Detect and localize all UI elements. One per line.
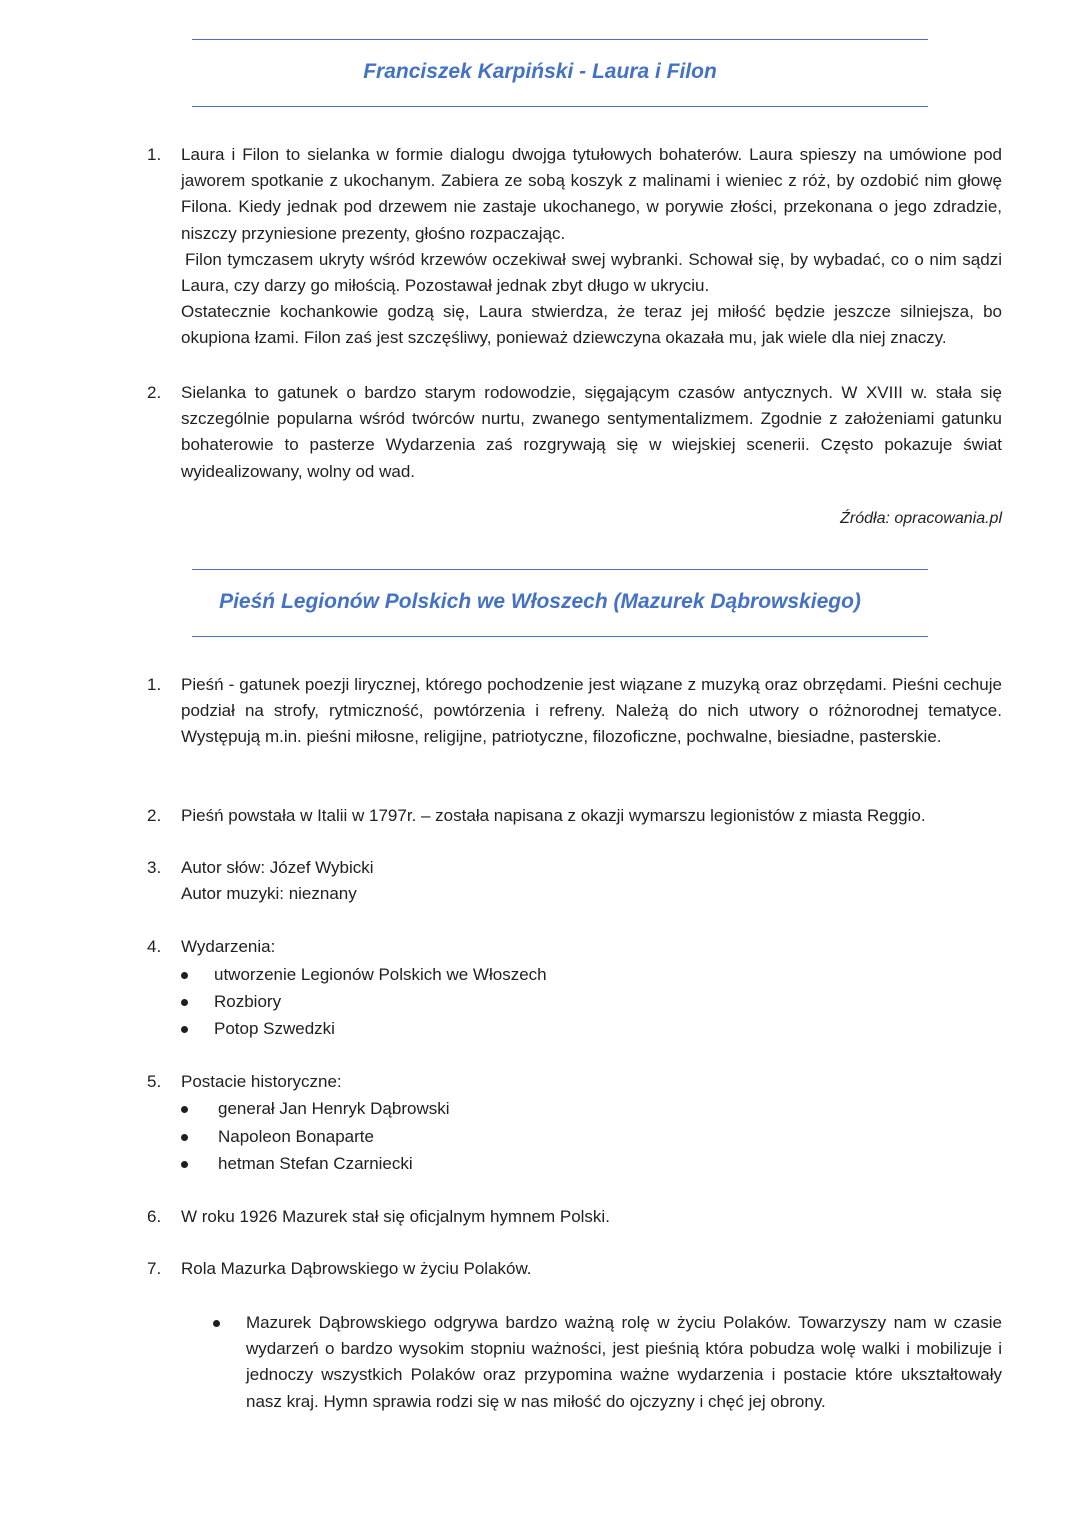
paragraph: Laura i Filon to sielanka w formie dialogu dwojga tytułowych bohaterów. Laura spieszy na umówione pod jaworem spotkanie z ukochanym. Zabiera ze sobą koszyk z malinami i wieniec z róż, by ozdobić nim głowę Filona. Kiedy jednak pod drzewem nie zastaje ukochanego, w porywie złości, przekonana o jego zdradzie, niszczy przyniesione prezenty, głośno rozpaczając. <box>181 145 1002 243</box>
list-item-text <box>181 142 1002 352</box>
paragraph: Filon tymczasem ukryty wśród krzewów oczekiwał swej wybranki. Schował się, by wybadać, co o nim sądzi Laura, czy darzy go miłością. Pozostawał jednak zbyt długo w ukryciu. <box>181 249 1002 296</box>
list-number: 4. <box>147 937 162 956</box>
list-number: 2. <box>147 383 162 402</box>
author-words: Autor słów: Józef Wybicki <box>181 858 374 877</box>
bullet-dot <box>213 1320 220 1327</box>
bullet-item <box>181 989 281 1015</box>
source-note: Źródła: opracowania.pl <box>840 510 1002 527</box>
bullet-text: Rozbiory <box>214 992 282 1011</box>
bullet-dot <box>181 1134 188 1141</box>
list-item-text <box>181 803 1002 829</box>
list-item-text <box>181 1204 1002 1230</box>
title-rule-top <box>192 569 928 570</box>
section-title-laura-filon: Franciszek Karpiński - Laura i Filon <box>363 60 717 83</box>
bullet-dot <box>181 972 188 979</box>
list-item-heading <box>181 934 1002 960</box>
bullet-dot <box>181 1106 188 1113</box>
bullet-dot <box>181 1161 188 1168</box>
author-music: Autor muzyki: nieznany <box>181 884 357 904</box>
paragraph: Sielanka to gatunek o bardzo starym rodowodzie, sięgającym czasów antycznych. W XVIII w. stała się szczególnie popularna wśród twórców nurtu, zwanego sentymentalizmem. Zgodnie z założeniami gatunku bohaterowie to pasterze Wydarzenia zaś rozgrywają się w wiejskiej scenerii. Często pokazuje świat wyidealizowany, wolny od wad. <box>181 383 1002 481</box>
bullet-item <box>213 1310 1002 1415</box>
bullet-item <box>181 1124 374 1150</box>
bullet-item <box>181 1016 335 1042</box>
section-title-mazurek: Pieśń Legionów Polskich we Włoszech (Mazurek Dąbrowskiego) <box>219 590 861 613</box>
bullet-text: hetman Stefan Czarniecki <box>218 1154 413 1173</box>
paragraph: Pieśń powstała w Italii w 1797r. – została napisana z okazji wymarszu legionistów z miasta Reggio. <box>181 806 926 825</box>
list-number: 7. <box>147 1259 162 1278</box>
title-rule-bottom <box>192 106 928 107</box>
heading-text: Postacie historyczne: <box>181 1072 342 1091</box>
list-item-text <box>181 672 1002 751</box>
list-item-heading <box>181 1256 1002 1282</box>
bullet-text: generał Jan Henryk Dąbrowski <box>218 1099 450 1118</box>
title-rule-bottom <box>192 636 928 637</box>
list-number: 1. <box>147 675 162 694</box>
bullet-item <box>181 962 547 988</box>
list-item-heading <box>181 1069 1002 1095</box>
paragraph: Pieśń - gatunek poezji lirycznej, którego pochodzenie jest wiązane z muzyką oraz obrzędami. Pieśni cechuje podział na strofy, rytmiczność, powtórzenia i refreny. Należą do nich utwory o różnorodnej tematyce. Występują m.in. pieśni miłosne, religijne, patriotyczne, filozoficzne, pochwalne, biesiadne, pasterskie. <box>181 675 1002 747</box>
bullet-item <box>181 1151 413 1177</box>
bullet-text: Potop Szwedzki <box>214 1019 335 1038</box>
list-number: 6. <box>147 1207 162 1226</box>
bullet-text: utworzenie Legionów Polskich we Włoszech <box>214 965 547 984</box>
list-number: 2. <box>147 806 162 825</box>
list-number: 1. <box>147 145 162 164</box>
bullet-text: Mazurek Dąbrowskiego odgrywa bardzo ważną rolę w życiu Polaków. Towarzyszy nam w czasie wydarzeń o bardzo wysokim stopniu ważności, jest pieśnią która pobudza wolę walki i mobilizuje i jednoczy wszystkich Polaków oraz przypomina ważne wydarzenia i postacie które ukształtowały nasz kraj. Hymn sprawia rodzi się w nas miłość do ojczyzny i chęć jej obrony. <box>246 1313 1002 1411</box>
title-rule-top <box>192 39 928 40</box>
list-item-text <box>181 380 1002 485</box>
bullet-dot <box>181 1026 188 1033</box>
heading-text: Wydarzenia: <box>181 937 276 956</box>
bullet-text: Napoleon Bonaparte <box>218 1127 374 1146</box>
bullet-item <box>181 1096 450 1122</box>
list-item-text <box>181 855 1002 907</box>
list-number: 3. <box>147 858 162 877</box>
paragraph: Ostatecznie kochankowie godzą się, Laura stwierdza, że teraz jej miłość będzie jeszcze silniejsza, bo okupiona łzami. Filon zaś jest szczęśliwy, ponieważ dziewczyna okazała mu, jak wiele dla niej znaczy. <box>181 302 1002 348</box>
paragraph: W roku 1926 Mazurek stał się oficjalnym hymnem Polski. <box>181 1207 610 1226</box>
heading-text: Rola Mazurka Dąbrowskiego w życiu Polaków. <box>181 1259 532 1278</box>
bullet-dot <box>181 999 188 1006</box>
list-number: 5. <box>147 1072 162 1091</box>
